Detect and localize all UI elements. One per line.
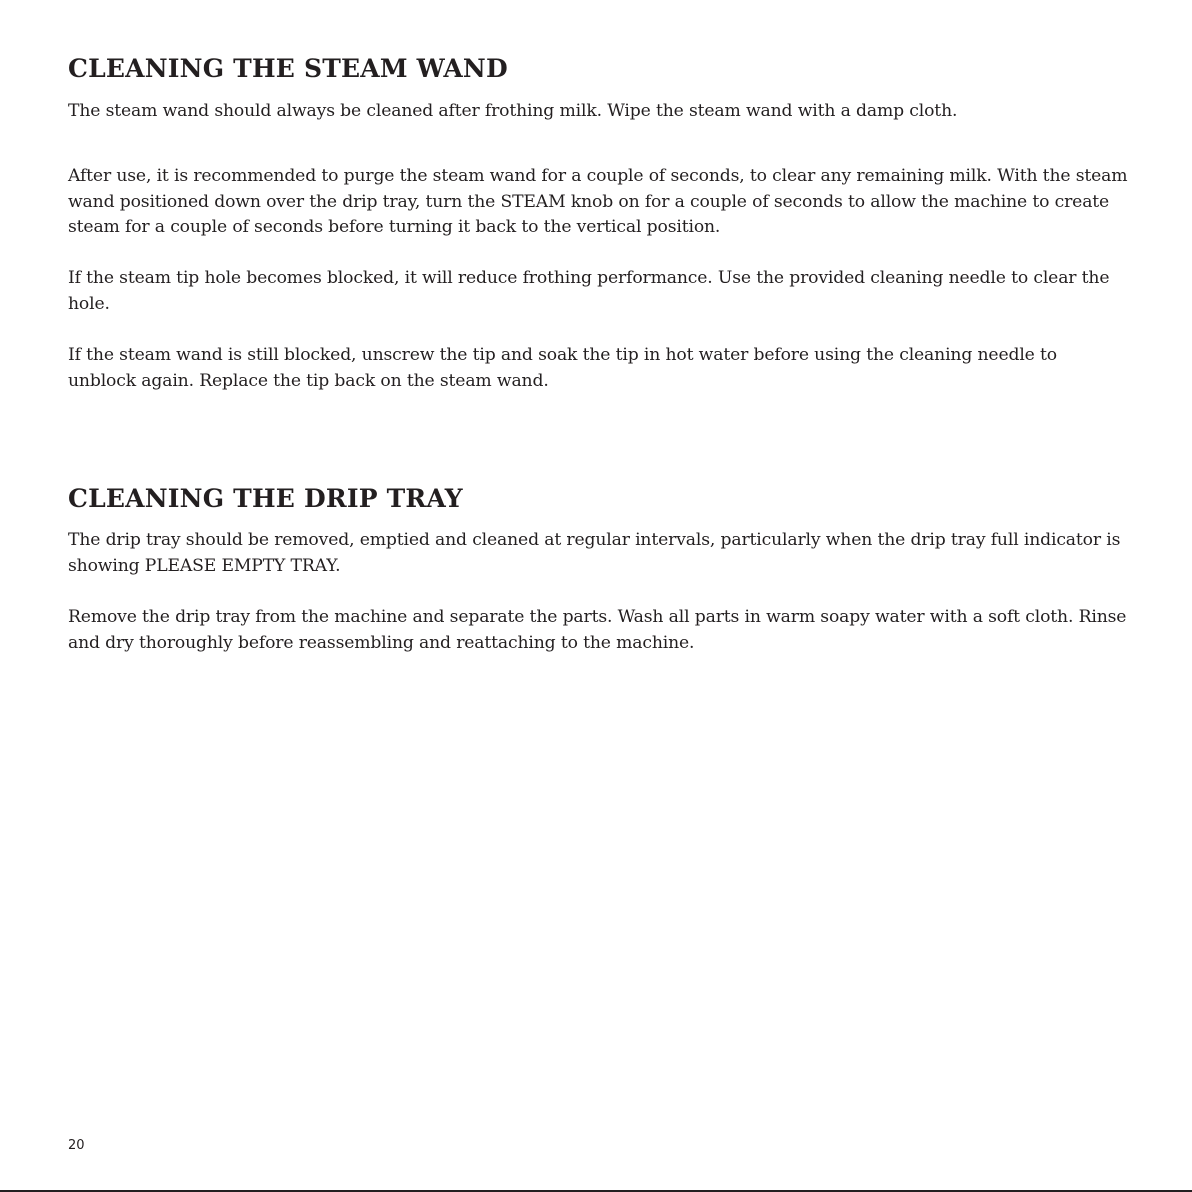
page-number: 20 <box>68 1138 85 1153</box>
steam-wand-paragraph-unscrew-tip: If the steam wand is still blocked, unscrew the tip and soak the tip in hot water before using the cleaning needle to unblock again. Replace the tip back on the steam wand. <box>68 345 1057 391</box>
steam-wand-paragraph-wipe: The steam wand should always be cleaned after frothing milk. Wipe the steam wand with a damp cloth. <box>68 101 958 121</box>
steam-wand-heading: CLEANING THE STEAM WAND <box>68 54 508 83</box>
drip-tray-paragraph-empty: The drip tray should be removed, emptied and cleaned at regular intervals, particularly when the drip tray full indicator is showing PLEASE EMPTY TRAY. <box>68 530 1121 576</box>
steam-wand-paragraph-blocked-tip: If the steam tip hole becomes blocked, it will reduce frothing performance. Use the provided cleaning needle to clear the hole. <box>68 268 1110 314</box>
drip-tray-heading: CLEANING THE DRIP TRAY <box>68 484 463 513</box>
drip-tray-paragraph-wash: Remove the drip tray from the machine and separate the parts. Wash all parts in warm soapy water with a soft cloth. Rinse and dry thoroughly before reassembling and reattaching to the machine. <box>68 607 1127 653</box>
steam-wand-paragraph-purge: After use, it is recommended to purge the steam wand for a couple of seconds, to clear any remaining milk. With the steam wand positioned down over the drip tray, turn the STEAM knob on for a couple of seconds to allow the machine to create steam for a couple of seconds before turning it back to the vertical position. <box>68 166 1128 237</box>
